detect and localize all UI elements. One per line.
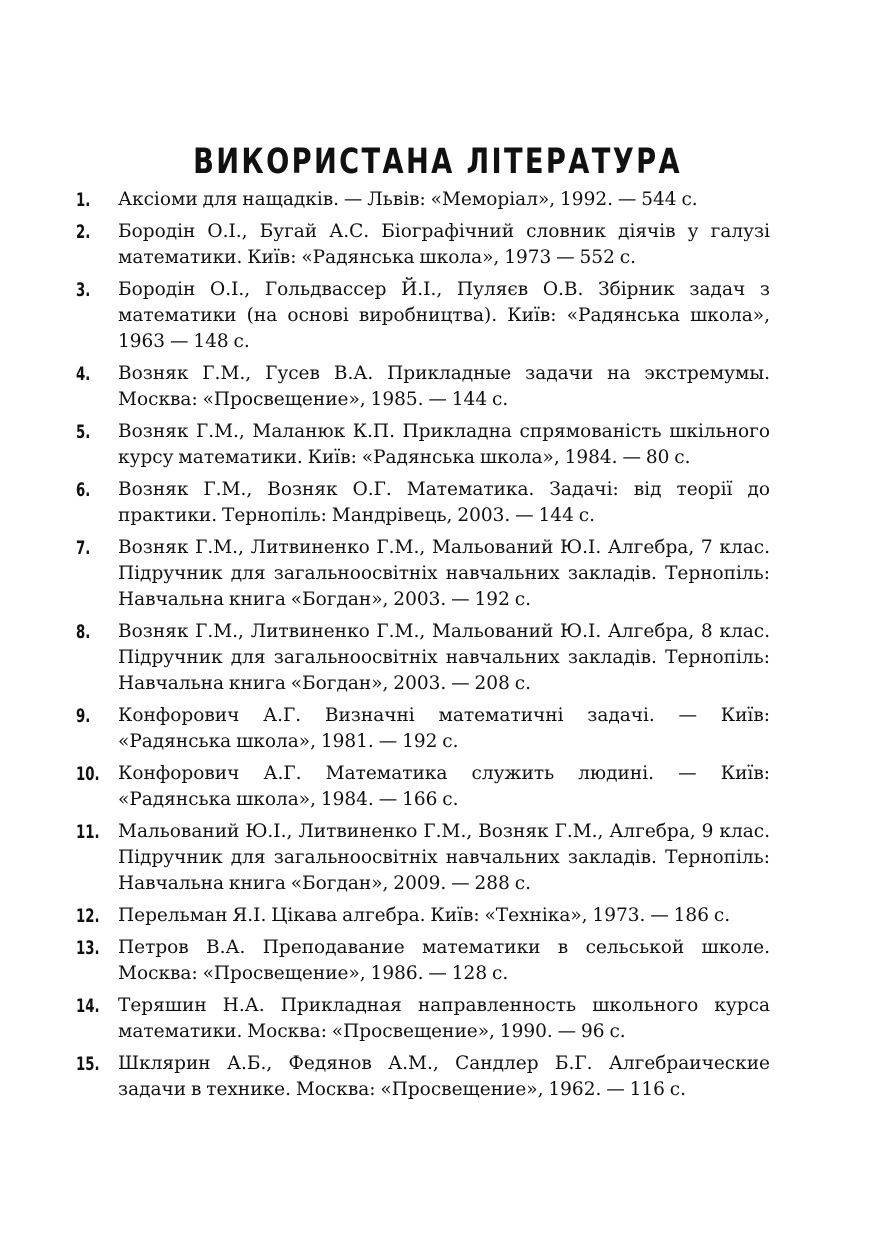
page-title: ВИКОРИСТАНА ЛІТЕРАТУРА	[193, 142, 682, 182]
reference-text: Возняк Г.М., Гусев В.А. Прикладные задачи на экстремумы. Москва: «Просвещение», 1985. — 144 с.	[118, 363, 770, 410]
reference-number: 6.	[76, 479, 91, 501]
reference-number: 5.	[76, 421, 91, 443]
reference-number: 11.	[76, 821, 100, 843]
reference-text: Теряшин Н.А. Прикладная направленность школьного курса математики. Москва: «Просвещение», 1990. — 96 с.	[118, 995, 770, 1042]
reference-number: 15.	[76, 1053, 100, 1075]
reference-number: 4.	[76, 363, 91, 385]
reference-text: Конфорович А.Г. Визначні математичні задачі. — Київ: «Радянська школа», 1981. — 192 с.	[118, 705, 770, 752]
reference-text: Возняк Г.М., Маланюк К.П. Прикладна спрямованість шкільного курсу математики. Київ: «Радянська школа», 1984. — 80 с.	[118, 421, 770, 468]
reference-item-7	[76, 535, 770, 613]
reference-item-5	[76, 419, 770, 471]
reference-number: 9.	[76, 705, 91, 727]
reference-number: 13.	[76, 937, 100, 959]
reference-number: 10.	[76, 763, 100, 785]
reference-item-8	[76, 619, 770, 697]
reference-text: Шклярин А.Б., Федянов А.М., Сандлер Б.Г. Алгебраические задачи в технике. Москва: «Просвещение», 1962. — 116 с.	[118, 1053, 770, 1100]
reference-item-11	[76, 819, 770, 897]
reference-text: Возняк Г.М., Литвиненко Г.М., Мальований Ю.І. Алгебра, 8 клас. Підручник для загальноосвітніх навчальних закладів. Тернопіль: Навчальна книга «Богдан», 2003. — 208 с.	[118, 621, 770, 694]
reference-item-1	[76, 187, 770, 213]
reference-item-3	[76, 277, 770, 355]
reference-item-6	[76, 477, 770, 529]
reference-text: Возняк Г.М., Возняк О.Г. Математика. Задачі: від теорії до практики. Тернопіль: Мандрівець, 2003. — 144 с.	[118, 479, 770, 526]
reference-item-14	[76, 993, 770, 1045]
reference-number: 7.	[76, 537, 91, 559]
reference-number: 2.	[76, 221, 91, 243]
reference-text: Мальований Ю.І., Литвиненко Г.М., Возняк Г.М., Алгебра, 9 клас. Підручник для загальноосвітніх навчальних закладів. Тернопіль: Навчальна книга «Богдан», 2009. — 288 с.	[118, 821, 770, 894]
reference-text: Петров В.А. Преподавание математики в сельськой школе. Москва: «Просвещение», 1986. — 128 с.	[118, 937, 770, 984]
reference-item-10	[76, 761, 770, 813]
reference-text: Возняк Г.М., Литвиненко Г.М., Мальований Ю.І. Алгебра, 7 клас. Підручник для загальноосвітніх навчальних закладів. Тернопіль: Навчальна книга «Богдан», 2003. — 192 с.	[118, 537, 770, 610]
reference-number: 8.	[76, 621, 91, 643]
reference-number: 1.	[76, 189, 91, 211]
reference-item-12	[76, 903, 770, 929]
reference-item-4	[76, 361, 770, 413]
reference-list	[76, 187, 770, 1109]
reference-text: Бородін О.І., Бугай А.С. Біографічний словник діячів у галузі математики. Київ: «Радянська школа», 1973 — 552 с.	[118, 221, 770, 268]
reference-text: Аксіоми для нащадків. — Львів: «Меморіал», 1992. — 544 с.	[118, 189, 698, 210]
reference-text: Перельман Я.І. Цікава алгебра. Київ: «Техніка», 1973. — 186 с.	[118, 905, 731, 926]
reference-item-13	[76, 935, 770, 987]
reference-number: 14.	[76, 995, 100, 1017]
reference-text: Конфорович А.Г. Математика служить людині. — Київ: «Радянська школа», 1984. — 166 с.	[118, 763, 770, 810]
reference-item-9	[76, 703, 770, 755]
reference-item-2	[76, 219, 770, 271]
reference-item-15	[76, 1051, 770, 1103]
reference-text: Бородін О.І., Гольдвассер Й.І., Пуляєв О.В. Збірник задач з математики (на основі виробництва). Київ: «Радянська школа», 1963 — 148 с.	[118, 279, 770, 352]
reference-number: 3.	[76, 279, 91, 301]
reference-number: 12.	[76, 905, 100, 927]
